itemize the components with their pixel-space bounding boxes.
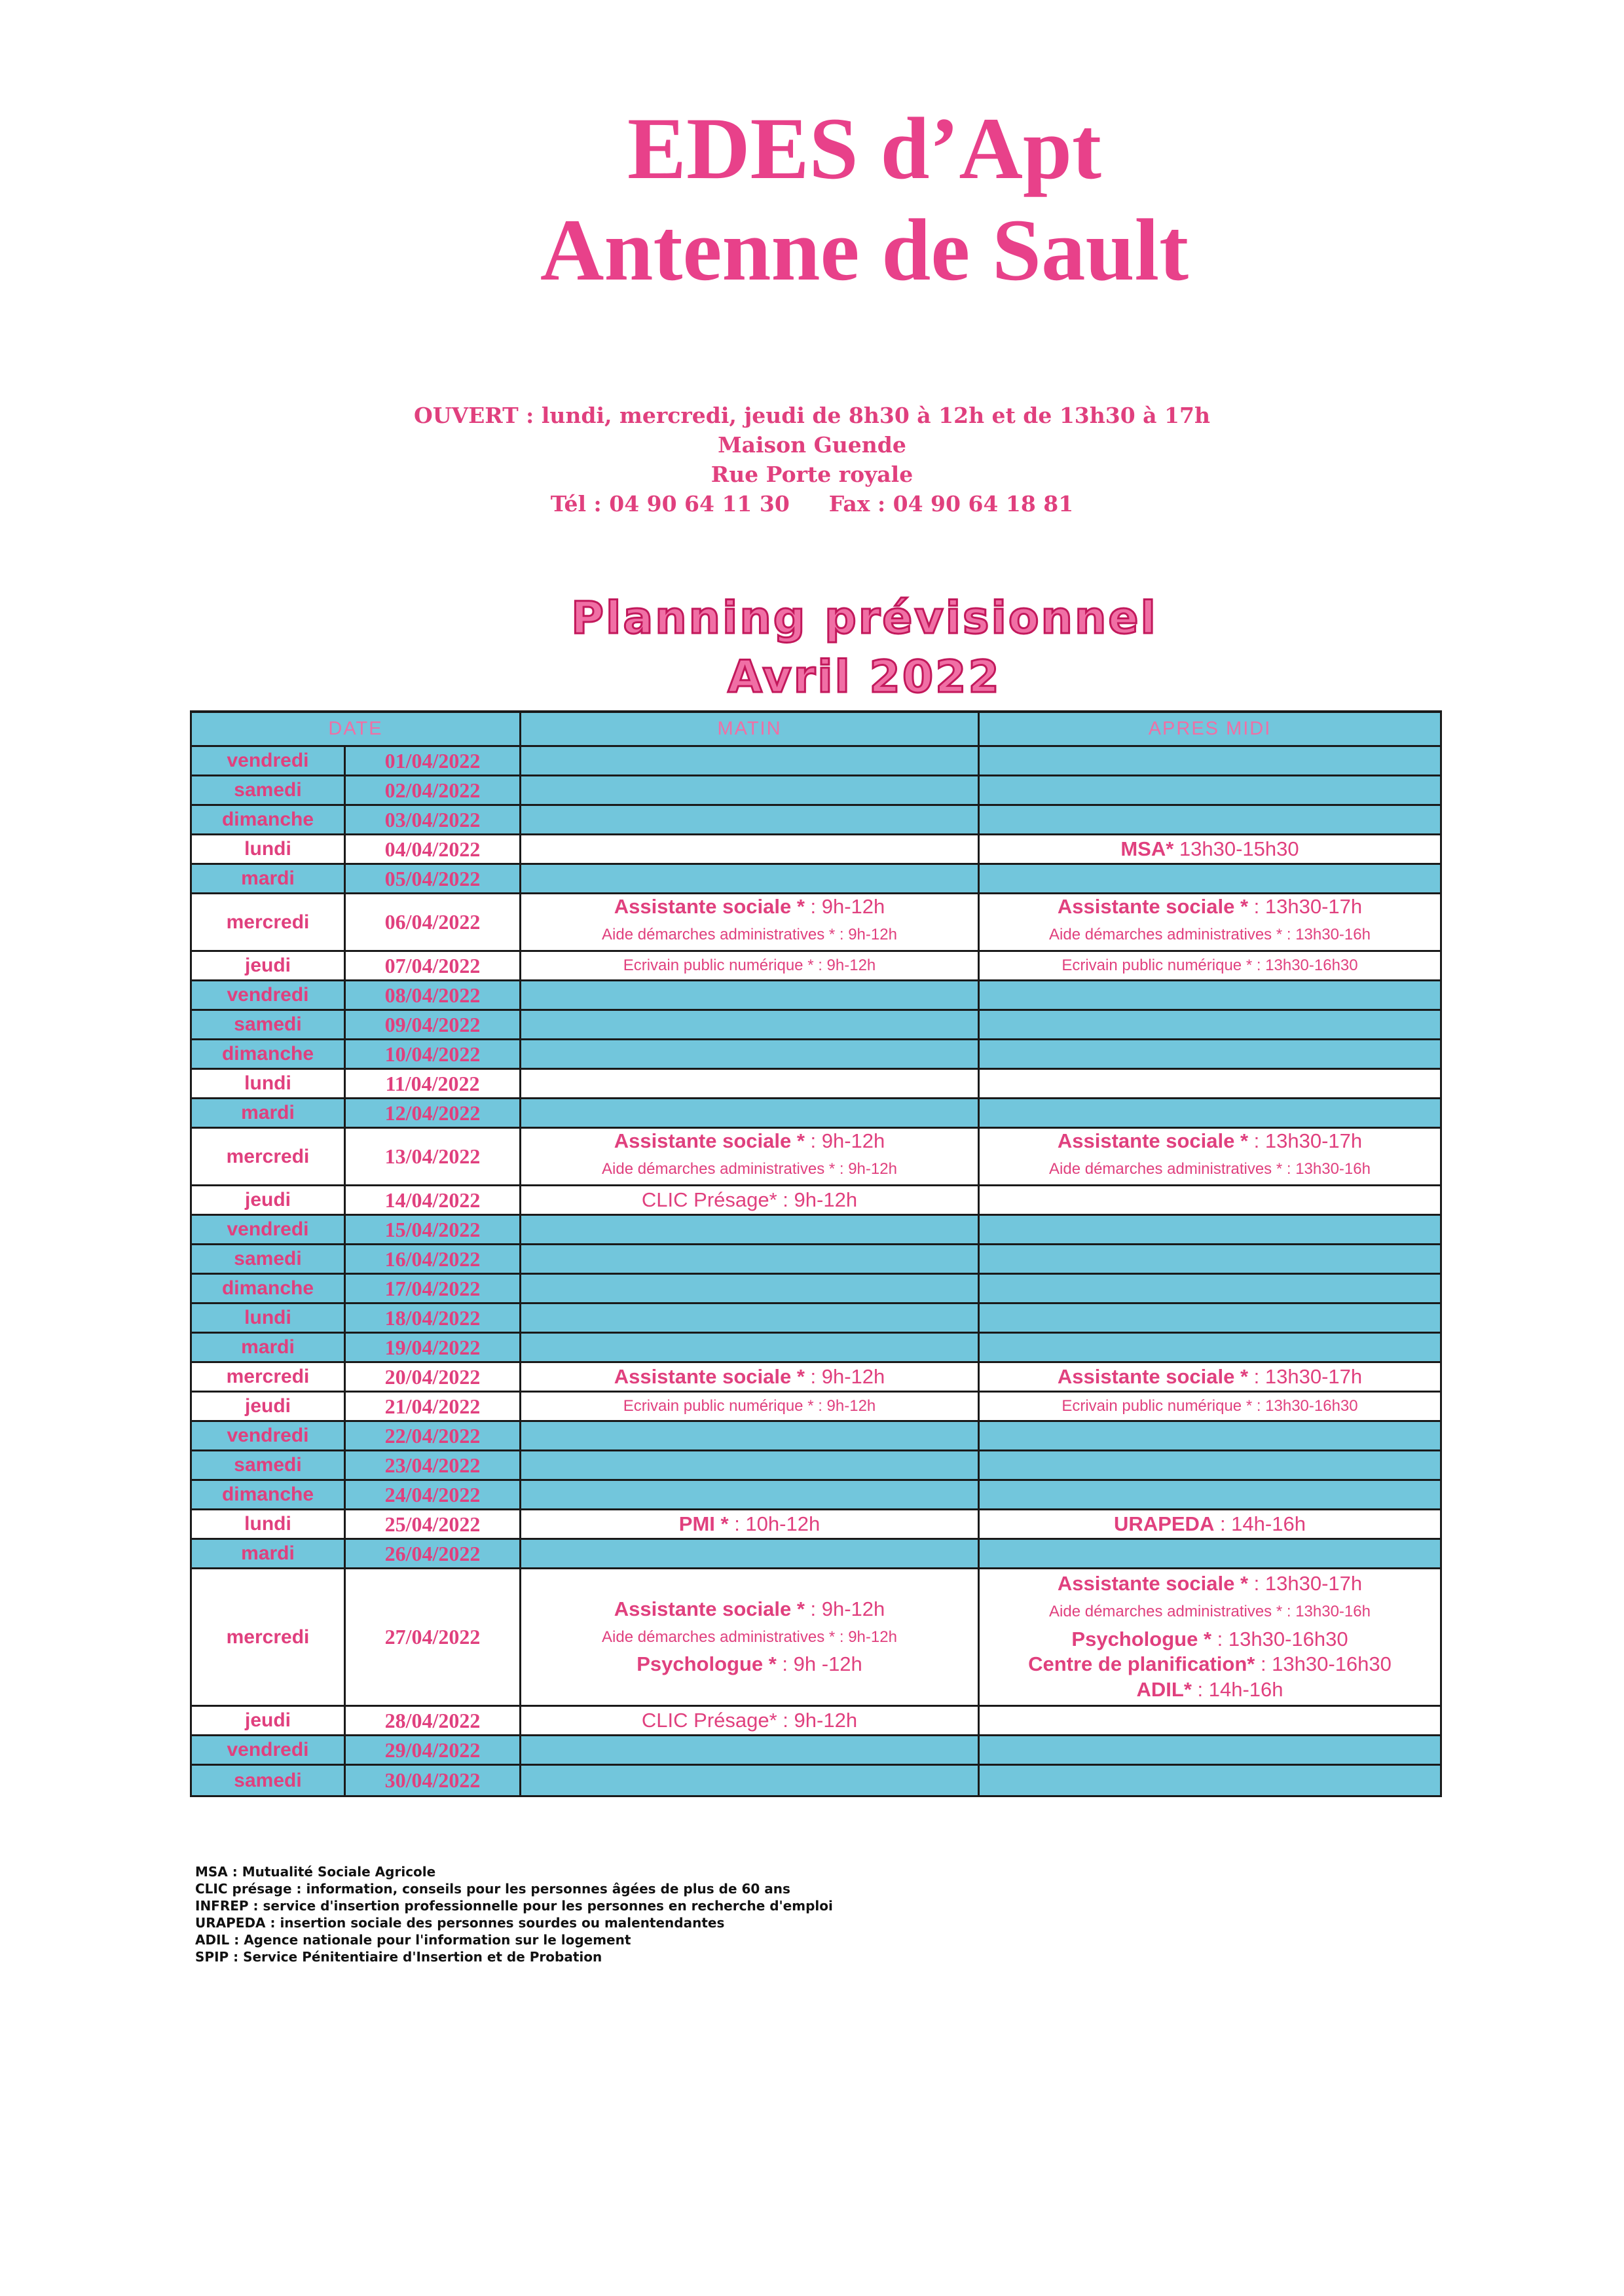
day-name: lundi [190, 1070, 344, 1097]
service-time: Ecrivain public numérique * : 9h-12h [623, 1397, 876, 1415]
service-time: Aide démarches administratives * : 13h30-16h [1049, 1160, 1371, 1178]
date-cell: 03/04/2022 [344, 806, 519, 833]
day-name: dimanche [190, 1275, 344, 1302]
morning-cell [519, 1129, 978, 1184]
service-entry [614, 1129, 885, 1154]
morning-cell [519, 1766, 978, 1795]
service-name: Psychologue * [1071, 1627, 1212, 1650]
service-entry [642, 1708, 857, 1734]
table-row [190, 1363, 1442, 1393]
table-row [190, 1569, 1442, 1707]
service-time: Ecrivain public numérique * : 13h30-16h30 [1061, 957, 1358, 975]
date-cell: 11/04/2022 [344, 1070, 519, 1097]
afternoon-cell [978, 865, 1442, 892]
table-row [190, 1707, 1442, 1736]
service-name: Assistante sociale * [614, 1364, 805, 1388]
service-entry [1058, 894, 1362, 920]
service-time: 13h30-15h30 [1173, 837, 1299, 860]
day-name: jeudi [190, 1393, 344, 1420]
service-entry [1049, 1154, 1371, 1184]
day-name: mercredi [190, 1569, 344, 1705]
service-time: Aide démarches administratives * : 9h-12h [602, 1160, 897, 1178]
service-time: : 13h30-16h30 [1211, 1627, 1348, 1650]
service-entry [1058, 1129, 1362, 1154]
morning-cell [519, 1099, 978, 1127]
legend-item: ADIL : Agence nationale pour l'information sur le logement [195, 1932, 631, 1948]
planning-title: Planning prévisionnel [571, 592, 1158, 644]
date-cell: 04/04/2022 [344, 835, 519, 863]
service-entry [602, 1622, 897, 1652]
contact-line [0, 491, 1624, 517]
morning-cell [519, 1569, 978, 1705]
table-row [190, 1334, 1442, 1363]
table-row [190, 1393, 1442, 1422]
table-row [190, 1481, 1442, 1510]
date-cell: 22/04/2022 [344, 1422, 519, 1449]
service-time: : 13h30-17h [1248, 1129, 1363, 1153]
afternoon-cell [978, 1011, 1442, 1038]
date-cell: 27/04/2022 [344, 1569, 519, 1705]
morning-cell [519, 1040, 978, 1068]
table-row [190, 1129, 1442, 1186]
opening-hours: OUVERT : lundi, mercredi, jeudi de 8h30 à 12h et de 13h30 à 17h [414, 403, 1210, 428]
day-name: samedi [190, 1011, 344, 1038]
afternoon-cell [978, 1186, 1442, 1214]
table-row [190, 1766, 1442, 1797]
service-time: : 13h30-17h [1248, 895, 1363, 919]
service-name: Assistante sociale * [614, 1597, 805, 1620]
service-entry [1028, 1652, 1392, 1677]
day-name: lundi [190, 1304, 344, 1332]
afternoon-cell [978, 1510, 1442, 1538]
date-cell: 26/04/2022 [344, 1540, 519, 1567]
fax-number: Fax : 04 90 64 18 81 [828, 491, 1074, 517]
date-cell: 14/04/2022 [344, 1186, 519, 1214]
date-cell: 06/04/2022 [344, 894, 519, 950]
header-morning: MATIN [519, 713, 978, 745]
address-place: Maison Guende [718, 432, 906, 458]
afternoon-cell [978, 1363, 1442, 1391]
service-entry [642, 1188, 857, 1213]
afternoon-cell [978, 1216, 1442, 1243]
afternoon-cell [978, 1766, 1442, 1795]
date-cell: 24/04/2022 [344, 1481, 519, 1508]
afternoon-cell [978, 747, 1442, 774]
afternoon-cell [978, 981, 1442, 1009]
legend-item: INFREP : service d'insertion professionnelle pour les personnes en recherche d'emploi [195, 1898, 833, 1914]
service-time: : 13h30-17h [1248, 1572, 1363, 1595]
table-row [190, 1275, 1442, 1304]
day-name: mardi [190, 865, 344, 892]
table-row [190, 1451, 1442, 1481]
table-row [190, 1304, 1442, 1334]
date-cell: 13/04/2022 [344, 1129, 519, 1184]
legend-item: SPIP : Service Pénitentiaire d'Insertion et de Probation [195, 1949, 602, 1965]
table-row [190, 1510, 1442, 1540]
afternoon-cell [978, 835, 1442, 863]
service-entry [1137, 1677, 1283, 1703]
table-row [190, 894, 1442, 952]
service-entry [602, 920, 897, 950]
service-time: : 9h-12h [804, 1364, 885, 1388]
service-name: Psychologue * [637, 1652, 777, 1676]
day-name: mardi [190, 1540, 344, 1567]
service-entry [602, 1154, 897, 1184]
morning-cell [519, 1304, 978, 1332]
legend [195, 1863, 833, 1965]
day-name: jeudi [190, 1707, 344, 1734]
morning-cell [519, 1186, 978, 1214]
table-body [190, 747, 1442, 1797]
service-time: CLIC Présage* : 9h-12h [641, 1188, 858, 1211]
service-time: CLIC Présage* : 9h-12h [641, 1708, 858, 1732]
table-row [190, 835, 1442, 865]
table-row [190, 1186, 1442, 1216]
date-cell: 29/04/2022 [344, 1736, 519, 1764]
day-name: mercredi [190, 1129, 344, 1184]
afternoon-cell [978, 1451, 1442, 1479]
service-entry [637, 1652, 862, 1677]
morning-cell [519, 1510, 978, 1538]
service-time: : 10h-12h [728, 1512, 821, 1535]
afternoon-cell [978, 1334, 1442, 1361]
service-time: Aide démarches administratives * : 9h-12h [602, 1628, 897, 1646]
table-header [190, 710, 1442, 747]
day-name: vendredi [190, 747, 344, 774]
day-name: dimanche [190, 806, 344, 833]
date-cell: 15/04/2022 [344, 1216, 519, 1243]
service-time: Aide démarches administratives * : 13h30-16h [1049, 1602, 1371, 1620]
schedule-table [190, 710, 1442, 1797]
service-entry [623, 952, 876, 979]
table-row [190, 1540, 1442, 1569]
date-cell: 05/04/2022 [344, 865, 519, 892]
service-entry [623, 1393, 876, 1420]
date-cell: 12/04/2022 [344, 1099, 519, 1127]
afternoon-cell [978, 1540, 1442, 1567]
table-row [190, 1245, 1442, 1275]
afternoon-cell [978, 1304, 1442, 1332]
morning-cell [519, 1540, 978, 1567]
morning-cell [519, 865, 978, 892]
service-entry [679, 1512, 820, 1537]
afternoon-cell [978, 1099, 1442, 1127]
table-row [190, 806, 1442, 835]
afternoon-cell [978, 1040, 1442, 1068]
table-row [190, 952, 1442, 981]
service-entry [614, 1364, 885, 1390]
service-entry [614, 894, 885, 920]
date-cell: 08/04/2022 [344, 981, 519, 1009]
day-name: vendredi [190, 981, 344, 1009]
morning-cell [519, 981, 978, 1009]
header-afternoon: APRES MIDI [978, 713, 1442, 745]
table-row [190, 1736, 1442, 1766]
date-cell: 07/04/2022 [344, 952, 519, 979]
date-cell: 16/04/2022 [344, 1245, 519, 1273]
service-time: : 9h-12h [804, 895, 885, 919]
service-name: Assistante sociale * [1057, 1572, 1249, 1595]
service-entry [1049, 1597, 1371, 1627]
legend-item: URAPEDA : insertion sociale des personnes sourdes ou malentendantes [195, 1915, 725, 1931]
service-entry [1049, 920, 1371, 950]
day-name: lundi [190, 1510, 344, 1538]
legend-item: MSA : Mutualité Sociale Agricole [195, 1864, 436, 1880]
service-time: Ecrivain public numérique * : 9h-12h [623, 957, 876, 975]
date-cell: 17/04/2022 [344, 1275, 519, 1302]
morning-cell [519, 1070, 978, 1097]
afternoon-cell [978, 952, 1442, 979]
morning-cell [519, 952, 978, 979]
service-entry [1071, 1627, 1348, 1652]
date-cell: 30/04/2022 [344, 1766, 519, 1795]
table-row [190, 1216, 1442, 1245]
table-row [190, 1070, 1442, 1099]
service-entry [1061, 952, 1357, 979]
service-entry [1058, 1571, 1362, 1597]
morning-cell [519, 776, 978, 804]
date-cell: 28/04/2022 [344, 1707, 519, 1734]
service-time: : 14h-16h [1214, 1512, 1306, 1535]
service-name: Assistante sociale * [1057, 1364, 1249, 1388]
day-name: mardi [190, 1099, 344, 1127]
day-name: samedi [190, 1245, 344, 1273]
afternoon-cell [978, 1275, 1442, 1302]
morning-cell [519, 1216, 978, 1243]
date-cell: 09/04/2022 [344, 1011, 519, 1038]
service-time: : 13h30-17h [1248, 1364, 1363, 1388]
table-row [190, 1040, 1442, 1070]
table-row [190, 981, 1442, 1011]
afternoon-cell [978, 1736, 1442, 1764]
date-cell: 01/04/2022 [344, 747, 519, 774]
phone-number: Tél : 04 90 64 11 30 [550, 491, 790, 517]
service-name: Assistante sociale * [1057, 1129, 1249, 1153]
afternoon-cell [978, 1707, 1442, 1734]
address-street: Rue Porte royale [710, 462, 913, 487]
day-name: mercredi [190, 1363, 344, 1391]
afternoon-cell [978, 1245, 1442, 1273]
afternoon-cell [978, 1070, 1442, 1097]
morning-cell [519, 1245, 978, 1273]
day-name: jeudi [190, 1186, 344, 1214]
service-entry [1058, 1364, 1362, 1390]
service-time: Aide démarches administratives * : 13h30-16h [1049, 926, 1371, 944]
day-name: samedi [190, 1451, 344, 1479]
day-name: dimanche [190, 1481, 344, 1508]
planning-month: Avril 2022 [728, 651, 1001, 703]
service-name: Assistante sociale * [614, 1129, 805, 1153]
morning-cell [519, 835, 978, 863]
service-name: URAPEDA [1114, 1512, 1215, 1535]
service-name: ADIL* [1136, 1678, 1192, 1702]
service-entry [614, 1597, 885, 1622]
service-time: : 14h-16h [1191, 1678, 1283, 1702]
afternoon-cell [978, 894, 1442, 950]
morning-cell [519, 747, 978, 774]
date-cell: 10/04/2022 [344, 1040, 519, 1068]
header-date: DATE [190, 713, 519, 745]
afternoon-cell [978, 806, 1442, 833]
service-time: Aide démarches administratives * : 9h-12h [602, 926, 897, 944]
day-name: lundi [190, 835, 344, 863]
morning-cell [519, 1334, 978, 1361]
afternoon-cell [978, 1422, 1442, 1449]
title-line1: EDES d’Apt [627, 100, 1101, 198]
service-time: Ecrivain public numérique * : 13h30-16h30 [1061, 1397, 1358, 1415]
day-name: vendredi [190, 1422, 344, 1449]
service-name: PMI * [678, 1512, 729, 1535]
date-cell: 20/04/2022 [344, 1363, 519, 1391]
service-time: : 9h-12h [804, 1597, 885, 1620]
morning-cell [519, 1011, 978, 1038]
morning-cell [519, 1275, 978, 1302]
morning-cell [519, 894, 978, 950]
date-cell: 21/04/2022 [344, 1393, 519, 1420]
afternoon-cell [978, 1129, 1442, 1184]
service-name: Centre de planification* [1028, 1652, 1255, 1676]
service-entry [1114, 1512, 1306, 1537]
service-name: Assistante sociale * [614, 895, 805, 919]
legend-item: CLIC présage : information, conseils pour les personnes âgées de plus de 60 ans [195, 1881, 790, 1897]
date-cell: 23/04/2022 [344, 1451, 519, 1479]
day-name: vendredi [190, 1736, 344, 1764]
morning-cell [519, 1707, 978, 1734]
day-name: mardi [190, 1334, 344, 1361]
service-entry [1120, 837, 1299, 862]
day-name: samedi [190, 1766, 344, 1795]
morning-cell [519, 1393, 978, 1420]
afternoon-cell [978, 1481, 1442, 1508]
date-cell: 25/04/2022 [344, 1510, 519, 1538]
table-row [190, 776, 1442, 806]
day-name: samedi [190, 776, 344, 804]
table-row [190, 1011, 1442, 1040]
service-name: MSA* [1120, 837, 1174, 860]
morning-cell [519, 1736, 978, 1764]
table-row [190, 1099, 1442, 1129]
day-name: mercredi [190, 894, 344, 950]
day-name: dimanche [190, 1040, 344, 1068]
afternoon-cell [978, 1393, 1442, 1420]
title-line2: Antenne de Sault [540, 202, 1189, 299]
afternoon-cell [978, 1569, 1442, 1705]
date-cell: 18/04/2022 [344, 1304, 519, 1332]
table-row [190, 865, 1442, 894]
morning-cell [519, 806, 978, 833]
morning-cell [519, 1422, 978, 1449]
table-row [190, 1422, 1442, 1451]
table-row [190, 747, 1442, 776]
service-time: : 9h-12h [804, 1129, 885, 1153]
service-time: : 13h30-16h30 [1255, 1652, 1392, 1676]
service-time: : 9h -12h [776, 1652, 862, 1676]
day-name: vendredi [190, 1216, 344, 1243]
morning-cell [519, 1481, 978, 1508]
date-cell: 02/04/2022 [344, 776, 519, 804]
date-cell: 19/04/2022 [344, 1334, 519, 1361]
day-name: jeudi [190, 952, 344, 979]
morning-cell [519, 1363, 978, 1391]
service-name: Assistante sociale * [1057, 895, 1249, 919]
morning-cell [519, 1451, 978, 1479]
afternoon-cell [978, 776, 1442, 804]
service-entry [1061, 1393, 1357, 1420]
